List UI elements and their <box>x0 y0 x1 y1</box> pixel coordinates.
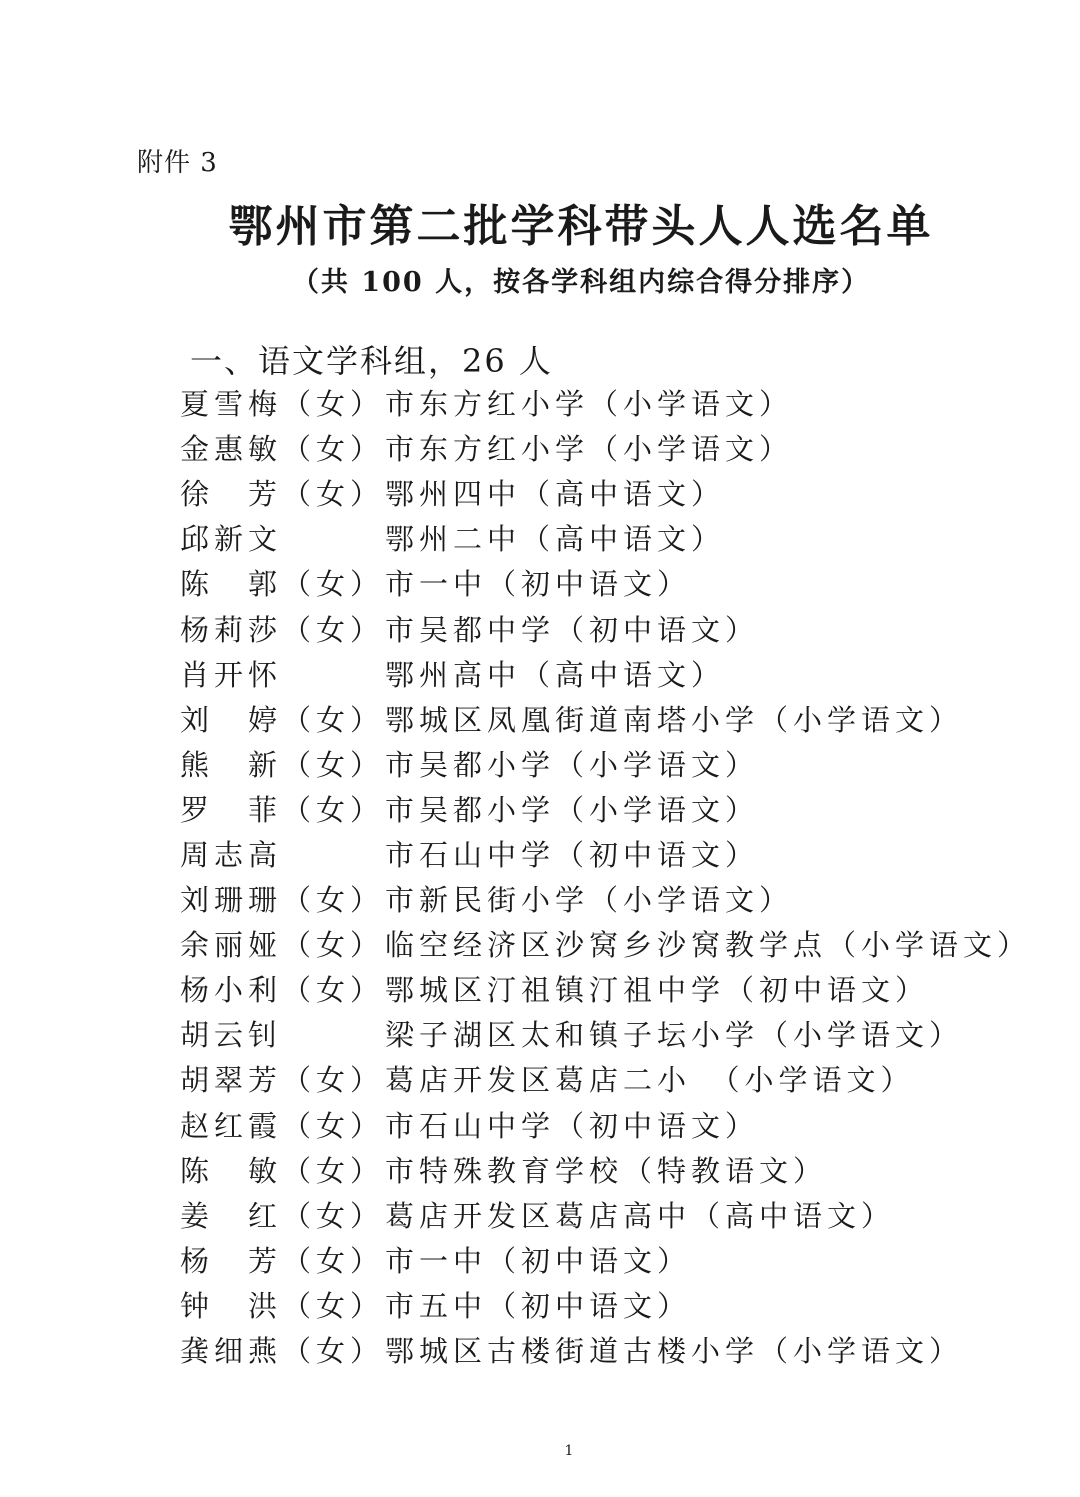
candidate-unit: 市一中（初中语文） <box>385 567 692 602</box>
list-item <box>180 1327 1040 1372</box>
candidate-unit: 临空经济区沙窝乡沙窝教学点（小学语文） <box>385 928 1032 963</box>
candidate-unit: 鄂州四中（高中语文） <box>385 477 726 512</box>
candidate-name: 邱新文 <box>180 522 283 557</box>
candidate-unit: 鄂城区古楼街道古楼小学（小学语文） <box>385 1334 964 1369</box>
list-item <box>180 1192 1040 1237</box>
candidate-name: 余丽娅（女） <box>180 928 385 963</box>
list-item <box>180 651 1040 696</box>
candidate-unit: 市东方红小学（小学语文） <box>385 387 794 422</box>
list-item <box>180 380 1040 425</box>
candidate-name: 肖开怀 <box>180 657 283 692</box>
candidate-unit: 市吴都小学（小学语文） <box>385 747 760 782</box>
candidate-unit: 市石山中学（初中语文） <box>385 837 760 872</box>
candidate-name: 胡翠芳（女） <box>180 1063 385 1098</box>
list-item <box>180 1237 1040 1282</box>
candidate-name: 钟 洪（女） <box>180 1288 385 1323</box>
candidate-name: 金惠敏（女） <box>180 432 385 467</box>
list-item <box>180 605 1040 650</box>
list-item <box>180 1282 1040 1327</box>
candidate-name: 徐 芳（女） <box>180 477 385 512</box>
candidate-unit: 市吴都小学（小学语文） <box>385 792 760 827</box>
candidate-unit: 市石山中学（初中语文） <box>385 1108 760 1143</box>
candidate-name: 杨莉莎（女） <box>180 612 385 647</box>
list-item <box>180 1011 1040 1056</box>
list-item <box>180 741 1040 786</box>
candidate-name: 杨 芳（女） <box>180 1243 385 1278</box>
list-item <box>180 470 1040 515</box>
candidate-unit: 鄂城区汀祖镇汀祖中学（初中语文） <box>385 973 930 1008</box>
candidate-name: 熊 新（女） <box>180 747 385 782</box>
candidate-name: 陈 敏（女） <box>180 1153 385 1188</box>
candidate-unit: 市吴都中学（初中语文） <box>385 612 760 647</box>
candidate-unit: 鄂城区凤凰街道南塔小学（小学语文） <box>385 702 964 737</box>
page-title: 鄂州市第二批学科带头人人选名单 <box>228 201 934 252</box>
candidate-unit: 市一中（初中语文） <box>385 1243 692 1278</box>
candidate-name: 刘 婷（女） <box>180 702 385 737</box>
page-subtitle: （共 100 人，按各学科组内综合得分排序） <box>291 267 871 298</box>
candidate-name: 周志高 <box>180 837 283 872</box>
candidate-unit: 葛店开发区葛店高中（高中语文） <box>385 1198 896 1233</box>
list-item <box>180 560 1040 605</box>
list-item <box>180 966 1040 1011</box>
candidate-unit: 葛店开发区葛店二小 （小学语文） <box>385 1063 915 1098</box>
list-item <box>180 1102 1040 1147</box>
candidate-name: 罗 菲（女） <box>180 792 385 827</box>
candidate-name: 胡云钊 <box>180 1018 283 1053</box>
list-item <box>180 831 1040 876</box>
list-item <box>180 921 1040 966</box>
candidate-name: 刘珊珊（女） <box>180 883 385 918</box>
candidate-name: 杨小利（女） <box>180 973 385 1008</box>
list-item <box>180 515 1040 560</box>
candidate-name: 龚细燕（女） <box>180 1334 385 1369</box>
candidate-name: 赵红霞（女） <box>180 1108 385 1143</box>
candidate-unit: 鄂州二中（高中语文） <box>385 522 726 557</box>
candidate-unit: 市特殊教育学校（特教语文） <box>385 1153 828 1188</box>
list-item <box>180 425 1040 470</box>
list-item <box>180 876 1040 921</box>
candidate-unit: 梁子湖区太和镇子坛小学（小学语文） <box>385 1018 964 1053</box>
candidate-unit: 鄂州高中（高中语文） <box>385 657 726 692</box>
list-item <box>180 1147 1040 1192</box>
candidate-name: 陈 郭（女） <box>180 567 385 602</box>
candidate-name: 姜 红（女） <box>180 1198 385 1233</box>
list-item <box>180 696 1040 741</box>
candidate-unit: 市东方红小学（小学语文） <box>385 432 794 467</box>
list-item <box>180 786 1040 831</box>
page-number: 1 <box>564 1443 574 1459</box>
section-heading: 一、语文学科组，26 人 <box>190 342 553 380</box>
list-item <box>180 1056 1040 1101</box>
candidate-list <box>180 380 1040 1372</box>
candidate-unit: 市新民街小学（小学语文） <box>385 883 794 918</box>
candidate-name: 夏雪梅（女） <box>180 387 385 422</box>
attachment-label: 附件 3 <box>137 148 218 178</box>
candidate-unit: 市五中（初中语文） <box>385 1288 692 1323</box>
